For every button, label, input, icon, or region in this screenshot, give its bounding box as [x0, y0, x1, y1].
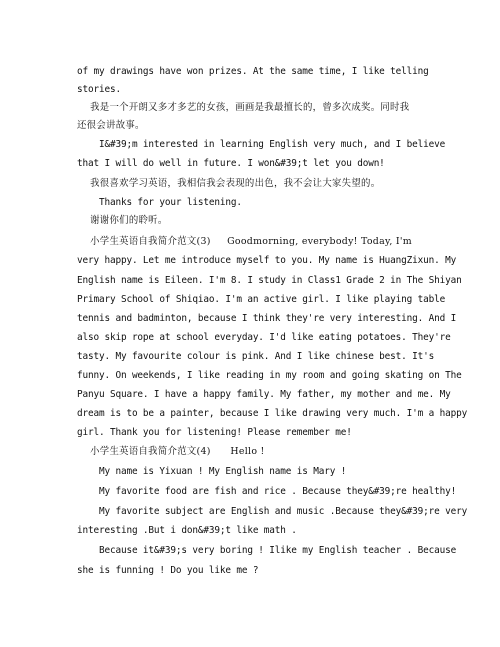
text-line: 我是一个开朗又多才多艺的女孩，画画是我最擅长的，曾多次成奖。同时我	[77, 102, 410, 113]
text-line: girl. Thank you for listening! Please remember me!	[77, 427, 352, 438]
text-line: I&#39;m interested in learning English very much, and I believe	[77, 139, 446, 150]
text-line: English name is Eileen. I'm 8. I study in Class1 Grade 2 in The Shiyan	[77, 275, 462, 286]
text-line: Because it&#39;s very boring ! Ilike my English teacher . Because	[77, 545, 457, 556]
text-line: dream is to be a painter, because I like drawing very much. I'm a happy	[77, 408, 468, 419]
text-line: tasty. My favourite colour is pink. And I like chinese best. It's	[77, 351, 435, 362]
text-line: interesting .But i don&#39;t like math .	[77, 525, 297, 536]
text-line: 小学生英语自我简介范文(3) Goodmorning, everybody! Today, I'm	[77, 236, 412, 247]
text-line: 还很会讲故事。	[77, 120, 145, 131]
text-line: stories.	[77, 84, 121, 95]
text-line: funny. On weekends, I like reading in my room and going skating on The	[77, 370, 462, 381]
text-line: 我很喜欢学习英语，我相信我会表现的出色，我不会让大家失望的。	[77, 178, 381, 189]
text-line: of my drawings have won prizes. At the same time, I like telling	[77, 66, 429, 77]
text-line: tennis and badminton, because I think they're very interesting. And I	[77, 313, 457, 324]
text-line: also skip rope at school everyday. I'd like eating potatoes. They're	[77, 332, 451, 343]
text-line: Panyu Square. I have a happy family. My father, my mother and me. My	[77, 389, 451, 400]
text-line: Primary School of Shiqiao. I'm an active girl. I like playing table	[77, 294, 446, 305]
text-line: My favorite subject are English and music .Because they&#39;re very	[77, 506, 468, 517]
text-line: 谢谢你们的聆听。	[77, 215, 168, 226]
text-line: she is funning ! Do you like me ?	[77, 565, 259, 576]
text-line: Thanks for your listening.	[77, 197, 242, 208]
text-line: My favorite food are fish and rice . Because they&#39;re healthy!	[77, 486, 457, 497]
text-line: very happy. Let me introduce myself to you. My name is HuangZixun. My	[77, 255, 457, 266]
text-line: 小学生英语自我简介范文(4) Hello !	[77, 446, 265, 457]
text-line: that I will do well in future. I won&#39;t let you down!	[77, 158, 385, 169]
text-line: My name is Yixuan ! My English name is Mary !	[77, 466, 347, 477]
